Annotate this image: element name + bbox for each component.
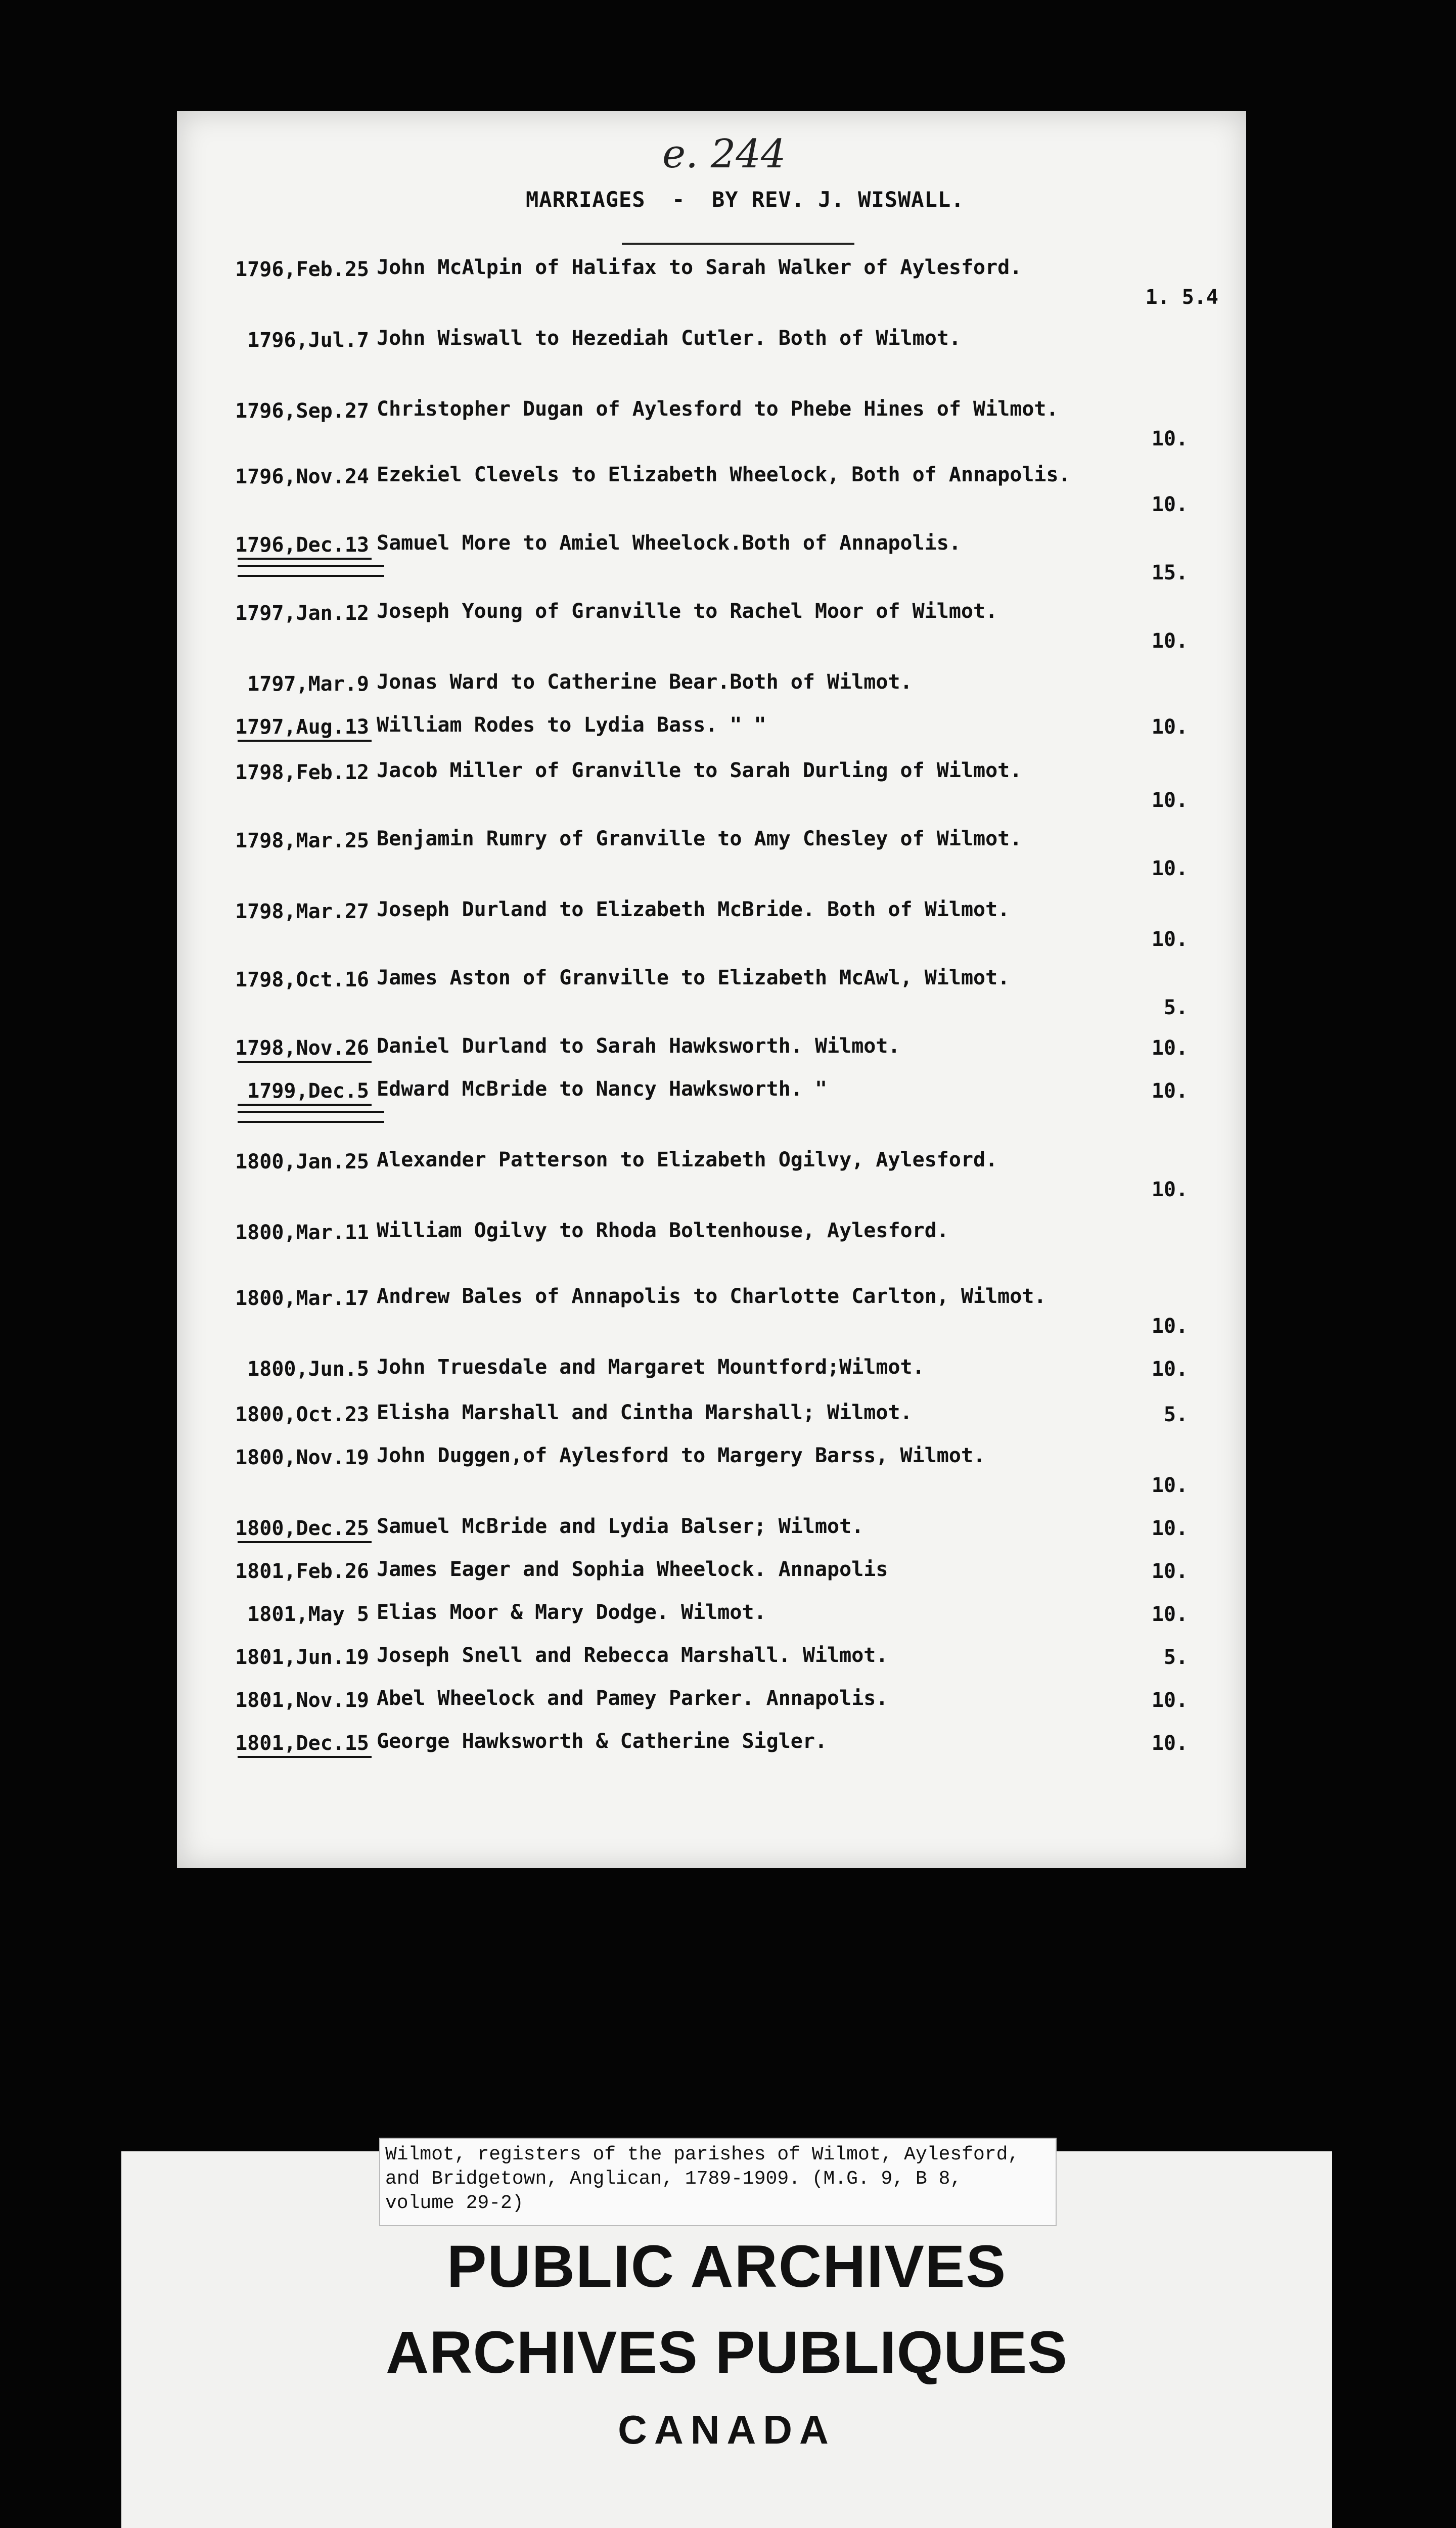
- section-divider: [238, 1121, 384, 1123]
- entry-text: Edward McBride to Nancy Hawksworth. ": [377, 1077, 828, 1101]
- entry-date: 1798,Nov.26: [235, 1036, 369, 1060]
- entry-date: 1797,Jan.12: [235, 602, 369, 625]
- entry-row: [177, 900, 1246, 961]
- caption-line: volume 29-2): [385, 2192, 524, 2214]
- entry-fee: 5.: [1163, 1646, 1188, 1669]
- entry-fee: 10.: [1151, 1474, 1188, 1497]
- caption-line: and Bridgetown, Anglican, 1789-1909. (M.G. 9, B 8,: [385, 2168, 962, 2190]
- entry-row: [177, 329, 1246, 389]
- entry-text: Jonas Ward to Catherine Bear.Both of Wilmot.: [377, 670, 913, 694]
- caption-line: Wilmot, registers of the parishes of Wilmot, Aylesford,: [385, 2144, 1020, 2165]
- date-underline: [238, 740, 372, 742]
- entry-date: 1800,Jan.25: [235, 1150, 369, 1173]
- folio-number: e. 244: [662, 131, 786, 177]
- entry-date: 1796,Feb.25: [235, 258, 369, 281]
- entry-fee: 10.: [1151, 1178, 1188, 1201]
- entry-row: [177, 829, 1246, 890]
- entry-fee: 10.: [1151, 715, 1188, 739]
- entry-date: 1798,Feb.12: [235, 761, 369, 784]
- section-divider: [238, 575, 384, 577]
- entry-date: 1796,Dec.13: [235, 533, 369, 557]
- entry-text: James Aston of Granville to Elizabeth McAwl, Wilmot.: [377, 966, 1010, 989]
- entry-fee: 10.: [1151, 857, 1188, 880]
- entry-date: 1797,Aug.13: [235, 715, 369, 739]
- entry-fee: 10.: [1151, 1560, 1188, 1583]
- entry-text: Andrew Bales of Annapolis to Charlotte Carlton, Wilmot.: [377, 1285, 1046, 1308]
- entry-fee: 10.: [1151, 1689, 1188, 1712]
- archive-name-french: ARCHIVES PUBLIQUES: [386, 2319, 1068, 2386]
- entry-row: [177, 533, 1246, 594]
- entry-date: 1801,Dec.15: [235, 1732, 369, 1755]
- entry-row: [177, 1150, 1246, 1211]
- entry-date: 1801,Feb.26: [235, 1560, 369, 1583]
- entry-fee: 10.: [1151, 1732, 1188, 1755]
- entry-text: Elias Moor & Mary Dodge. Wilmot.: [377, 1601, 766, 1624]
- entry-fee: 10.: [1151, 928, 1188, 951]
- date-underline: [238, 1541, 372, 1543]
- entry-text: John McAlpin of Halifax to Sarah Walker of Aylesford.: [377, 256, 1022, 279]
- entry-row: [177, 465, 1246, 526]
- entry-date: 1800,Mar.11: [235, 1221, 369, 1244]
- entry-row: [177, 258, 1246, 319]
- entry-date: 1798,Mar.25: [235, 829, 369, 852]
- page-title: MARRIAGES - BY REV. J. WISWALL.: [526, 187, 965, 212]
- archive-name-english: PUBLIC ARCHIVES: [446, 2233, 1007, 2300]
- entry-date: 1798,Oct.16: [235, 968, 369, 991]
- entry-text: George Hawksworth & Catherine Sigler.: [377, 1730, 828, 1753]
- entry-fee: 5.: [1163, 996, 1188, 1019]
- entry-fee: 10.: [1151, 427, 1188, 450]
- entry-text: Samuel McBride and Lydia Balser; Wilmot.: [377, 1515, 864, 1538]
- section-divider: [238, 565, 384, 567]
- entry-text: James Eager and Sophia Wheelock. Annapolis: [377, 1558, 888, 1581]
- title-underline: [622, 243, 854, 245]
- entry-fee: 10.: [1151, 1517, 1188, 1540]
- entry-row: [177, 761, 1246, 822]
- entry-text: John Truesdale and Margaret Mountford;Wilmot.: [377, 1356, 925, 1379]
- date-underline: [238, 1061, 372, 1063]
- entry-date: 1796,Sep.27: [235, 399, 369, 423]
- entry-text: Elisha Marshall and Cintha Marshall; Wilmot.: [377, 1401, 913, 1424]
- entry-date: 1800,Dec.25: [235, 1517, 369, 1540]
- entry-date: 1801,Jun.19: [235, 1646, 369, 1669]
- entry-row: [177, 1287, 1246, 1347]
- entry-text: John Duggen,of Aylesford to Margery Barss, Wilmot.: [377, 1444, 986, 1467]
- entry-date: 1798,Mar.27: [235, 900, 369, 923]
- entry-date: 1799,Dec.5: [247, 1079, 369, 1103]
- entry-row: [177, 1221, 1246, 1282]
- entry-text: Samuel More to Amiel Wheelock.Both of Annapolis.: [377, 531, 961, 555]
- section-divider: [238, 1111, 384, 1113]
- entry-text: Joseph Young of Granville to Rachel Moor of Wilmot.: [377, 600, 998, 623]
- entry-row: [177, 602, 1246, 662]
- entry-text: Benjamin Rumry of Granville to Amy Chesley of Wilmot.: [377, 827, 1022, 850]
- entry-date: 1801,May 5: [247, 1603, 369, 1626]
- entry-fee: 10.: [1151, 789, 1188, 812]
- entry-date: 1800,Oct.23: [235, 1403, 369, 1426]
- entry-date: 1800,Mar.17: [235, 1287, 369, 1310]
- entry-row: [177, 1732, 1246, 1792]
- entry-text: William Rodes to Lydia Bass. " ": [377, 713, 766, 737]
- entry-date: 1797,Mar.9: [247, 672, 369, 696]
- entry-text: Jacob Miller of Granville to Sarah Durling of Wilmot.: [377, 759, 1022, 782]
- entry-text: Ezekiel Clevels to Elizabeth Wheelock, Both of Annapolis.: [377, 463, 1071, 486]
- date-underline: [238, 1756, 372, 1758]
- collection-caption: [379, 2138, 1057, 2226]
- register-page: [177, 111, 1246, 1868]
- entry-row: [177, 1446, 1246, 1507]
- entry-fee: 10.: [1151, 1603, 1188, 1626]
- entry-fee: 10.: [1151, 1315, 1188, 1338]
- entry-date: 1796,Jul.7: [247, 329, 369, 352]
- date-underline: [238, 558, 372, 560]
- entry-fee: 1. 5.4: [1145, 286, 1218, 309]
- entry-fee: 10.: [1151, 1036, 1188, 1060]
- entry-text: Joseph Snell and Rebecca Marshall. Wilmot.: [377, 1644, 888, 1667]
- archive-country: CANADA: [618, 2407, 836, 2452]
- entry-fee: 10.: [1151, 1358, 1188, 1381]
- entry-date: 1796,Nov.24: [235, 465, 369, 488]
- entry-text: Abel Wheelock and Pamey Parker. Annapolis.: [377, 1687, 888, 1710]
- entry-fee: 10.: [1151, 1079, 1188, 1103]
- entry-date: 1800,Jun.5: [247, 1358, 369, 1381]
- entry-fee: 15.: [1151, 561, 1188, 584]
- date-underline: [238, 1104, 372, 1106]
- entry-date: 1801,Nov.19: [235, 1689, 369, 1712]
- entry-text: Daniel Durland to Sarah Hawksworth. Wilmot.: [377, 1034, 900, 1058]
- entry-row: [177, 1079, 1246, 1140]
- entry-fee: 10.: [1151, 629, 1188, 653]
- entry-text: Alexander Patterson to Elizabeth Ogilvy, Aylesford.: [377, 1148, 998, 1171]
- entry-text: Joseph Durland to Elizabeth McBride. Both of Wilmot.: [377, 898, 1010, 921]
- entry-row: [177, 399, 1246, 460]
- entry-text: Christopher Dugan of Aylesford to Phebe Hines of Wilmot.: [377, 397, 1059, 421]
- entry-fee: 5.: [1163, 1403, 1188, 1426]
- entry-row: [177, 968, 1246, 1029]
- entry-text: William Ogilvy to Rhoda Boltenhouse, Aylesford.: [377, 1219, 949, 1242]
- entry-date: 1800,Nov.19: [235, 1446, 369, 1469]
- entry-text: John Wiswall to Hezediah Cutler. Both of Wilmot.: [377, 327, 961, 350]
- entry-fee: 10.: [1151, 493, 1188, 516]
